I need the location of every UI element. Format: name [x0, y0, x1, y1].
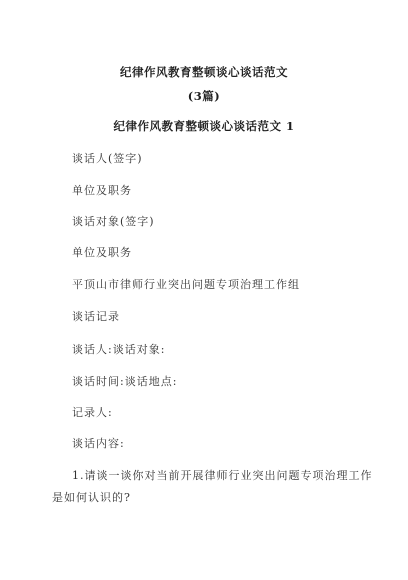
line-interviewer-signature: 谈话人(签字) — [72, 152, 143, 165]
line-recorder: 记录人: — [72, 406, 113, 419]
line-record-heading: 谈话记录 — [72, 310, 120, 323]
document-title: 纪律作风教育整顿谈心谈话范文 — [120, 65, 288, 79]
line-unit-position: 单位及职务 — [72, 184, 132, 197]
line-time-place: 谈话时间:谈话地点: — [72, 375, 178, 388]
section-title: 纪律作风教育整顿谈心谈话范文 1 — [113, 119, 295, 133]
line-unit-position-2: 单位及职务 — [72, 246, 132, 259]
line-participants: 谈话人:谈话对象: — [72, 343, 166, 356]
document-count: (3篇) — [187, 89, 221, 103]
line-interviewee-signature: 谈话对象(签字) — [72, 215, 155, 228]
question-1-line-2: 是如何认识的? — [52, 491, 131, 504]
line-content-heading: 谈话内容: — [72, 437, 125, 450]
question-1-line-1: 1.请谈一谈你对当前开展律师行业突出问题专项治理工作 — [72, 469, 373, 482]
line-working-group: 平顶山市律师行业突出问题专项治理工作组 — [72, 278, 300, 291]
